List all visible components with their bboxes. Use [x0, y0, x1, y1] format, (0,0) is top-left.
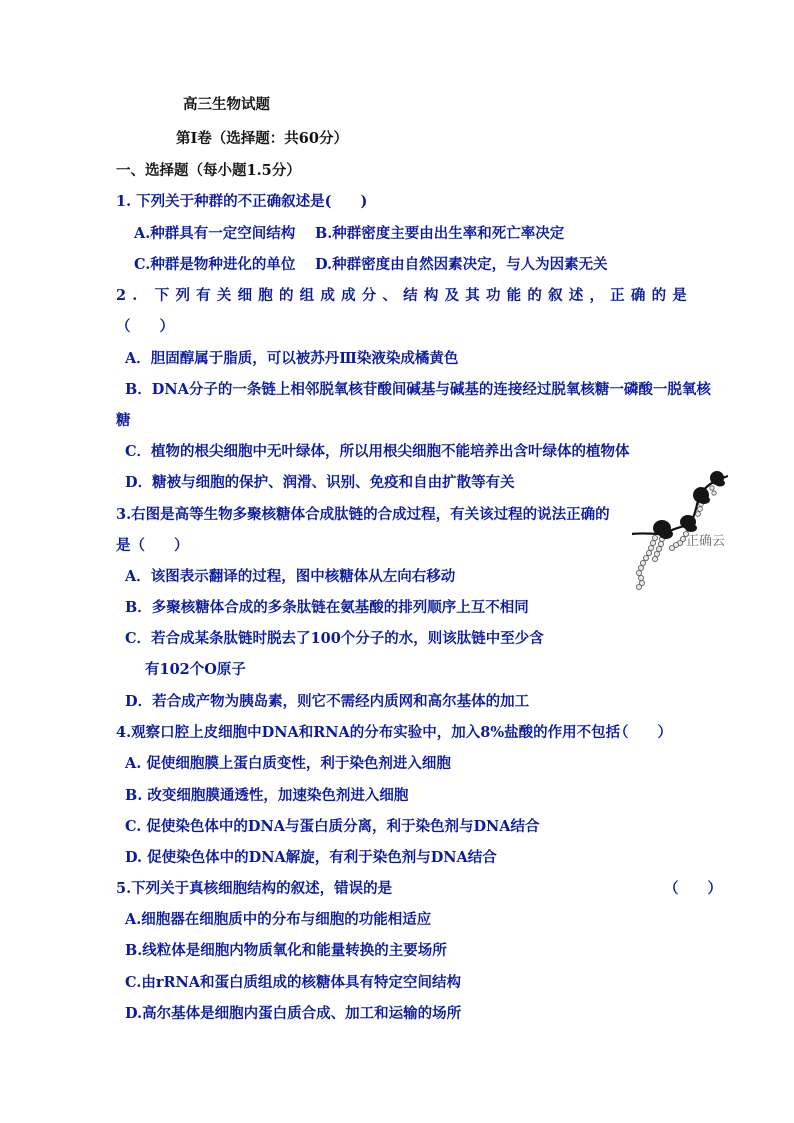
question-3-stem: 3.右图是高等生物多聚核糖体合成肽链的合成过程，有关该过程的说法正确的 — [116, 506, 610, 523]
question-1-option-c: C.种群是物种进化的单位 — [134, 256, 296, 273]
question-2-stem: 2. 下列有关细胞的组成成分、结构及其功能的叙述，正确的是 — [116, 287, 693, 304]
question-3-option-d: D．若合成产物为胰岛素，则它不需经内质网和高尔基体的加工 — [125, 693, 530, 710]
section-title: 第Ⅰ卷（选择题：共60分） — [176, 130, 348, 147]
question-2-option-b: B．DNA分子的一条链上相邻脱氧核苷酸间碱基与碱基的连接经过脱氧核糖一磷酸一脱氧核 — [125, 381, 711, 398]
question-2-option-c: C．植物的根尖细胞中无叶绿体，所以用根尖细胞不能培养出含叶绿体的植物体 — [125, 443, 630, 460]
question-5-answer-paren: （ ） — [664, 880, 722, 897]
question-5-option-b: B.线粒体是细胞内物质氧化和能量转换的主要场所 — [125, 942, 447, 959]
page-title: 高三生物试题 — [183, 96, 270, 113]
question-3-option-c: C．若合成某条肽链时脱去了100个分子的水，则该肽链中至少含 — [125, 630, 544, 647]
question-4-option-d: D. 促使染色体中的DNA解旋，有利于染色剂与DNA结合 — [125, 849, 497, 866]
question-4-stem: 4.观察口腔上皮细胞中DNA和RNA的分布实验中，加入8%盐酸的作用不包括 — [116, 724, 621, 741]
question-4-option-b: B. 改变细胞膜通透性，加速染色剂进入细胞 — [125, 787, 409, 804]
question-4-option-a: A. 促使细胞膜上蛋白质变性，利于染色剂进入细胞 — [125, 755, 451, 772]
question-5-option-c: C.由rRNA和蛋白质组成的核糖体具有特定空间结构 — [125, 974, 462, 991]
question-1-option-d: D.种群密度由自然因素决定，与人为因素无关 — [315, 256, 608, 273]
question-1-stem: 1. 下列关于种群的不正确叙述是( ) — [116, 193, 368, 210]
question-2-option-b-cont: 糖 — [116, 412, 131, 429]
question-2-answer-paren: （ ） — [116, 318, 174, 335]
question-2-option-a: A．胆固醇属于脂质，可以被苏丹Ⅲ染液染成橘黄色 — [125, 350, 459, 367]
question-4-option-c: C. 促使染色体中的DNA与蛋白质分离，利于染色剂与DNA结合 — [125, 818, 540, 835]
question-3-option-c-cont: 有102个O原子 — [145, 661, 246, 678]
question-3-option-b: B．多聚核糖体合成的多条肽链在氨基酸的排列顺序上互不相同 — [125, 599, 529, 616]
question-3-stem-cont: 是（ ） — [116, 537, 189, 554]
question-4-answer-paren: （ ） — [614, 724, 672, 741]
question-1-option-b: B.种群密度主要由出生率和死亡率决定 — [315, 225, 565, 242]
polyribosome-diagram — [628, 462, 728, 592]
part-heading: 一、选择题（每小题1.5分） — [116, 162, 301, 179]
question-5-option-a: A.细胞器在细胞质中的分布与细胞的功能相适应 — [125, 911, 432, 928]
question-5-option-d: D.高尔基体是细胞内蛋白质合成、加工和运输的场所 — [125, 1005, 462, 1022]
question-1-option-a: A.种群具有一定空间结构 — [134, 225, 296, 242]
question-5-stem: 5.下列关于真核细胞结构的叙述，错误的是 — [116, 880, 393, 897]
ribosomes — [653, 471, 725, 539]
question-2-option-d: D．糖被与细胞的保护、润滑、识别、免疫和自由扩散等有关 — [125, 474, 515, 491]
watermark: 正确云 — [686, 534, 726, 549]
question-3-option-a: A．该图表示翻译的过程，图中核糖体从左向右移动 — [125, 568, 456, 585]
